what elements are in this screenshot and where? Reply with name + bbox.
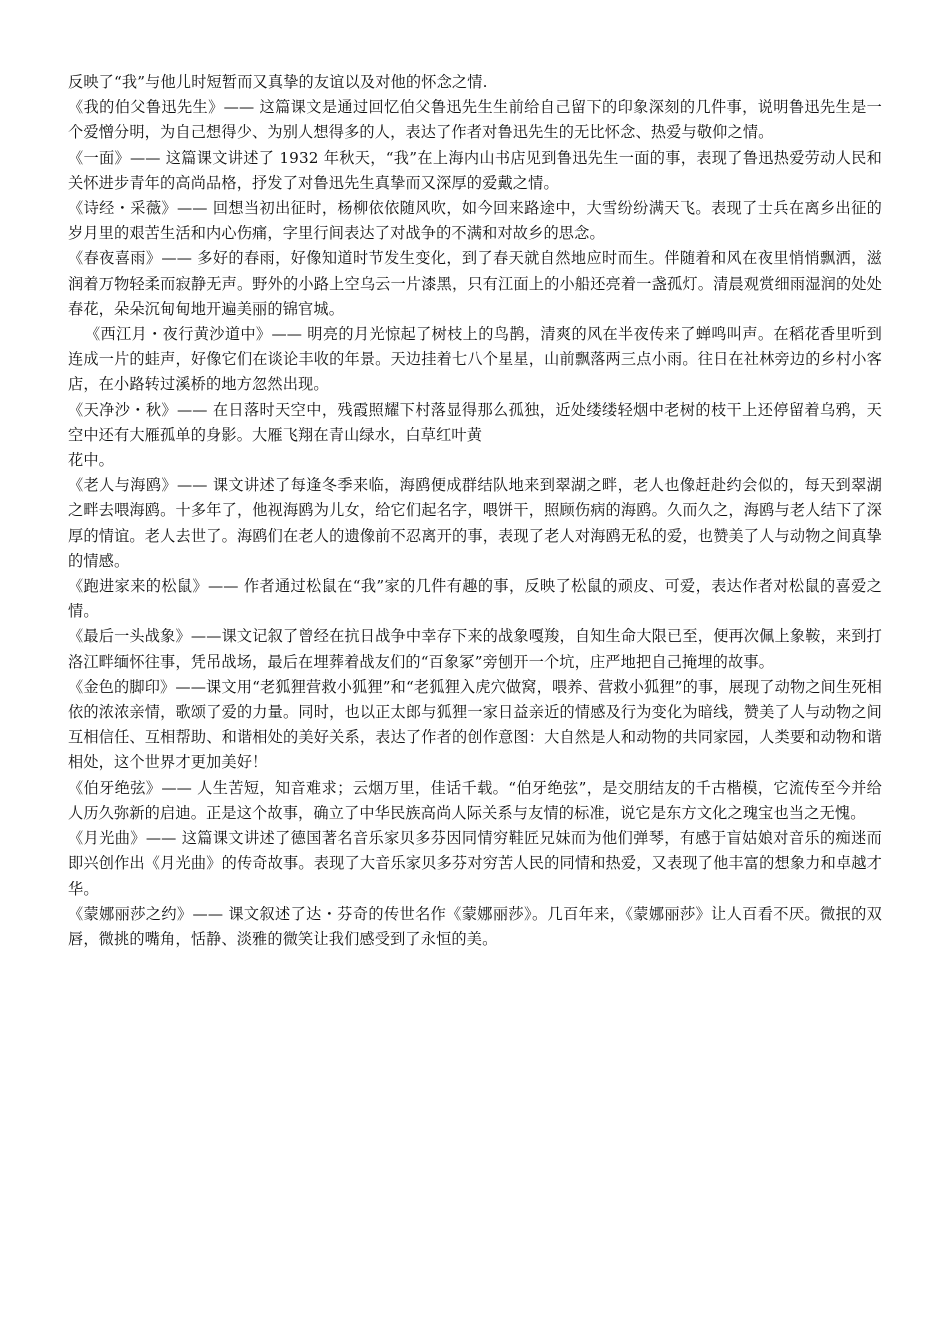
paragraph-last-war-elephant: 《最后一头战象》——课文记叙了曾经在抗日战争中幸存下来的战象嘎羧，自知生命大限已至，便再次佩上象鞍，来到打洛江畔缅怀往事，凭吊战场，最后在埋葬着战友们的“百象冢”旁刨开一个坑，庄严地把自己掩埋的故事。 (68, 627, 882, 671)
document-body (68, 70, 882, 952)
paragraph-xi-jiang-yue: 《西江月・夜行黄沙道中》—— 明亮的月光惊起了树枝上的鸟鹊，清爽的风在半夜传来了蝉鸣叫声。在稻花香里听到连成一片的蛙声，好像它们在谈论丰收的年景。天边挂着七八个星星，山前飘落两三点小雨。往日在社林旁边的乡村小客店，在小路转过溪桥的地方忽然出现。 (68, 325, 882, 394)
paragraph-mona-lisa: 《蒙娜丽莎之约》—— 课文叙述了达・芬奇的传世名作《蒙娜丽莎》。几百年来，《蒙娜丽莎》让人百看不厌。微抿的双唇，微挑的嘴角，恬静、淡雅的微笑让我们感受到了永恒的美。 (68, 904, 882, 948)
paragraph-tian-jing-sha: 《天净沙・秋》—— 在日落时天空中，残霞照耀下村落显得那么孤独，近处缕缕轻烟中老树的枝干上还停留着乌鸦，天空中还有大雁孤单的身影。大雁飞翔在青山绿水，白草红叶黄 (68, 400, 882, 444)
paragraph-cai-wei: 《诗经・采薇》—— 回想当初出征时，杨柳依依随风吹，如今回来路途中，大雪纷纷满天飞。表现了士兵在离乡出征的岁月里的艰苦生活和内心伤痛，字里行间表达了对战争的不满和对故乡的思念。 (68, 199, 882, 243)
paragraph-yi-mian: 《一面》—— 这篇课文讲述了 1932 年秋天，“我”在上海内山书店见到鲁迅先生一面的事，表现了鲁迅热爱劳动人民和关怀进步青年的高尚品格，抒发了对鲁迅先生真挚而又深厚的爱戴之情。 (68, 148, 882, 192)
paragraph-moonlight-sonata: 《月光曲》—— 这篇课文讲述了德国著名音乐家贝多芬因同情穷鞋匠兄妹而为他们弹琴，有感于盲姑娘对音乐的痴迷而即兴创作出《月光曲》的传奇故事。表现了大音乐家贝多芬对穷苦人民的同情和热爱，又表现了他丰富的想象力和卓越才华。 (68, 829, 882, 898)
paragraph-squirrel: 《跑进家来的松鼠》—— 作者通过松鼠在“我”家的几件有趣的事，反映了松鼠的顽皮、可爱，表达作者对松鼠的喜爱之情。 (68, 577, 882, 621)
paragraph-tian-jing-sha-end: 花中。 (68, 451, 115, 470)
paragraph-my-uncle-lu-xun: 《我的伯父鲁迅先生》—— 这篇课文是通过回忆伯父鲁迅先生生前给自己留下的印象深刻的几件事，说明鲁迅先生是一个爱憎分明，为自己想得少、为别人想得多的人，表达了作者对鲁迅先生的无比怀念、热爱与敬仰之情。 (68, 98, 882, 142)
paragraph-golden-footprints: 《金色的脚印》——课文用“老狐狸营救小狐狸”和“老狐狸入虎穴做窝，喂养、营救小狐狸”的事，展现了动物之间生死相依的浓浓亲情，歌颂了爱的力量。同时，也以正太郎与狐狸一家日益亲近的情感及行为变化为暗线，赞美了人与动物之间互相信任、互相帮助、和谐相处的美好关系，表达了作者的创作意图：大自然是人和动物的共同家园，人类要和动物和谐相处，这个世界才更加美好！ (68, 677, 882, 772)
paragraph-chun-ye-xi-yu: 《春夜喜雨》—— 多好的春雨，好像知道时节发生变化，到了春天就自然地应时而生。伴随着和风在夜里悄悄飘洒，滋润着万物轻柔而寂静无声。野外的小路上空乌云一片漆黑，只有江面上的小船还亮着一盏孤灯。清晨观赏细雨湿润的处处春花，朵朵沉甸甸地开遍美丽的锦官城。 (68, 249, 882, 318)
paragraph-bo-ya-jue-xian: 《伯牙绝弦》—— 人生苦短，知音难求；云烟万里，佳话千载。“伯牙绝弦”，是交朋结友的千古楷模，它流传至今并给人历久弥新的启迪。正是这个故事，确立了中华民族高尚人际关系与友情的标准，说它是东方文化之瑰宝也当之无愧。 (68, 778, 882, 822)
paragraph-intro-continuation: 反映了“我”与他儿时短暂而又真挚的友谊以及对他的怀念之情. (68, 73, 488, 91)
paragraph-old-man-and-gulls: 《老人与海鸥》—— 课文讲述了每逢冬季来临，海鸥便成群结队地来到翠湖之畔，老人也像赶赴约会似的，每天到翠湖之畔去喂海鸥。十多年了，他视海鸥为儿女，给它们起名字，喂饼干，照顾伤病的海鸥。久而久之，海鸥与老人结下了深厚的情谊。老人去世了。海鸥们在老人的遗像前不忍离开的事，表现了老人对海鸥无私的爱，也赞美了人与动物之间真挚的情感。 (68, 476, 882, 570)
